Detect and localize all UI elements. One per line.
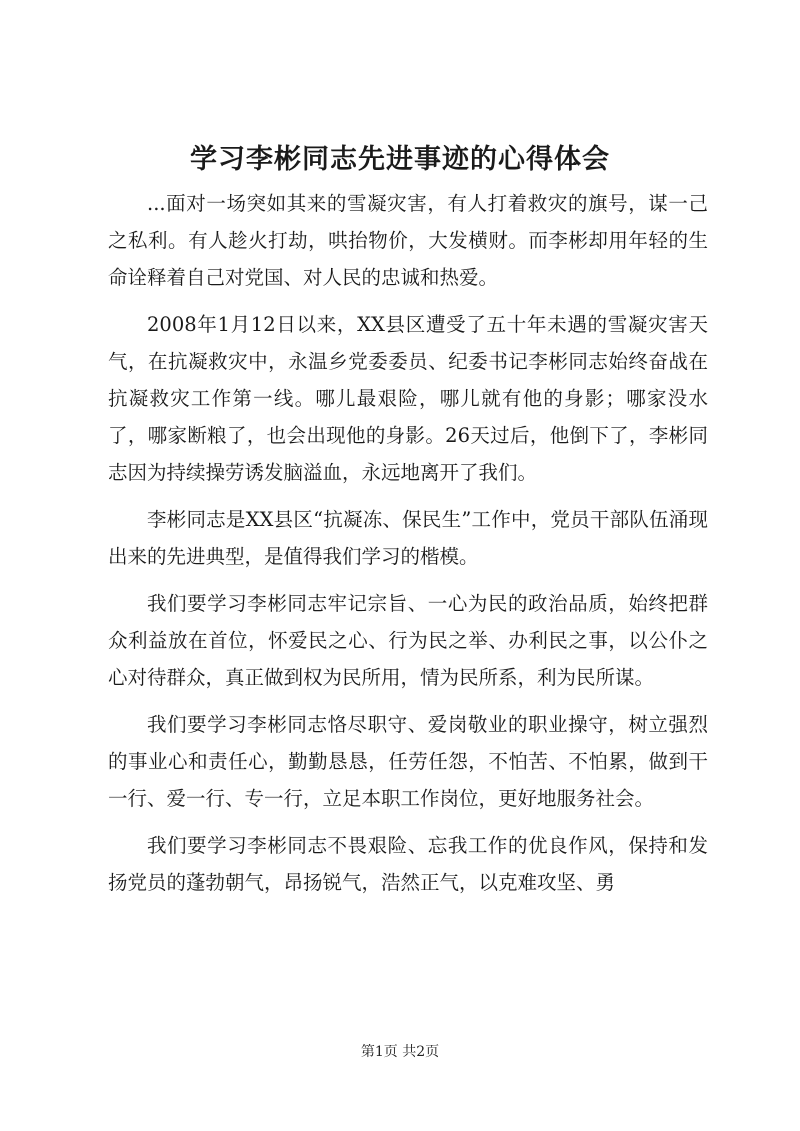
paragraph-2: 2008年1月12日以来，XX县区遭受了五十年未遇的雪凝灾害天气，在抗凝救灾中，永温乡党委委员、纪委书记李彬同志始终奋战在抗凝救灾工作第一线。哪儿最艰险，哪儿就有他的身影；哪家没水了，哪家断粮了，也会出现他的身影。26天过后，他倒下了，李彬同志因为持续操劳诱发脑溢血，永远地离开了我们。 [108, 313, 708, 484]
paragraph-5: 我们要学习李彬同志恪尽职守、爱岗敬业的职业操守，树立强烈的事业心和责任心，勤勤恳恳，任劳任怨，不怕苦、不怕累，做到干一行、爱一行、专一行，立足本职工作岗位，更好地服务社会。 [108, 713, 708, 810]
paragraph-6: 我们要学习李彬同志不畏艰险、忘我工作的优良作风，保持和发扬党员的蓬勃朝气，昂扬锐气，浩然正气，以克难攻坚、勇 [108, 834, 708, 894]
page-number-footer: 第1页 共2页 [360, 1044, 440, 1060]
paragraph-4: 我们要学习李彬同志牢记宗旨、一心为民的政治品质，始终把群众利益放在首位，怀爱民之心、行为民之举、办利民之事，以公仆之心对待群众，真正做到权为民所用，情为民所系，利为民所谋。 [108, 592, 708, 689]
document-body [108, 185, 708, 911]
paragraph-3: 李彬同志是XX县区“抗凝冻、保民生”工作中，党员干部队伍涌现出来的先进典型，是值得我们学习的楷模。 [108, 508, 708, 568]
document-title: 学习李彬同志先进事迹的心得体会 [190, 144, 610, 175]
paragraph-1: ...面对一场突如其来的雪凝灾害，有人打着救灾的旗号，谋一己之私利。有人趁火打劫，哄抬物价，大发横财。而李彬却用年轻的生命诠释着自己对党国、对人民的忠诚和热爱。 [108, 192, 708, 289]
